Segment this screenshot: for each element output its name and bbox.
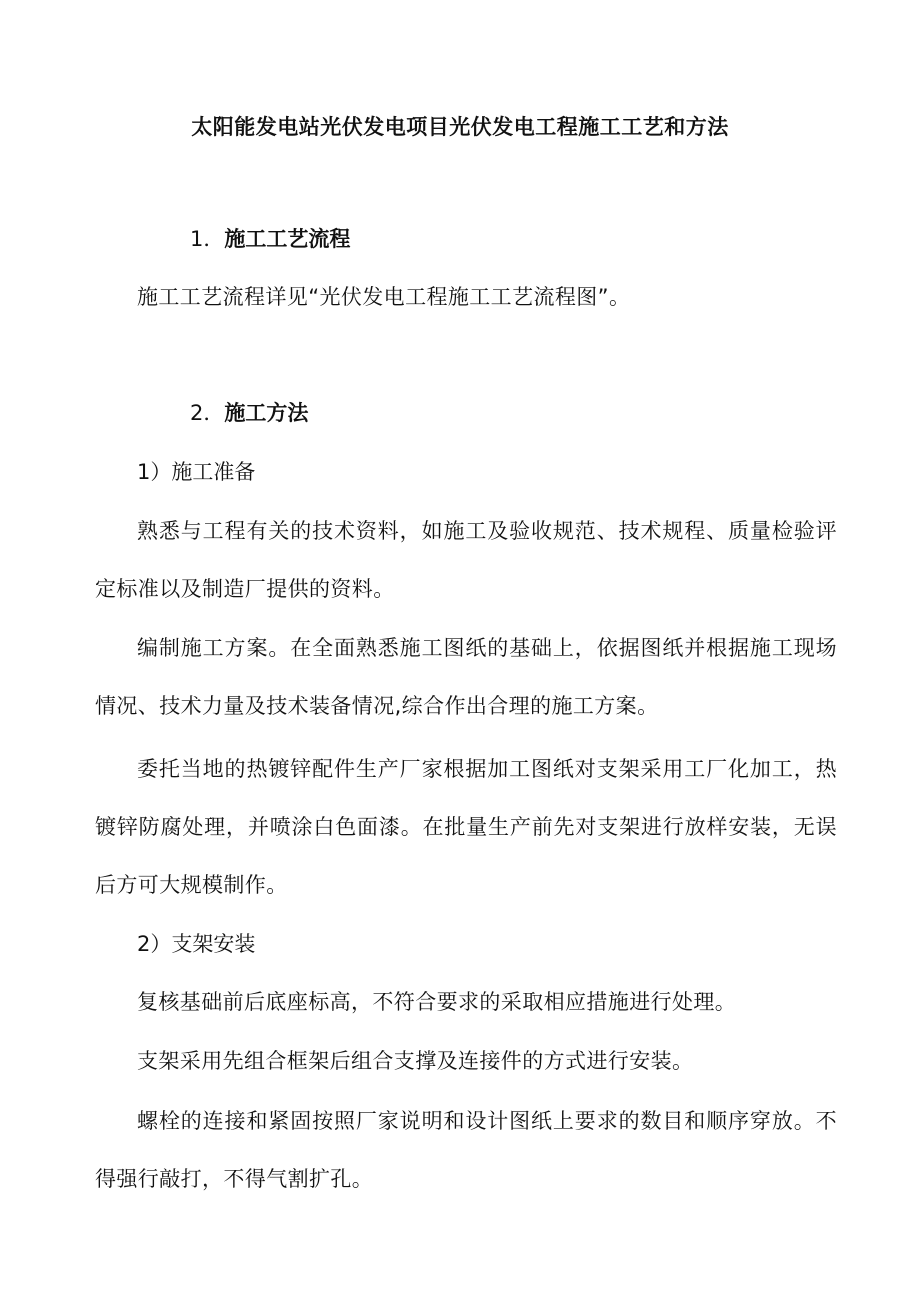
subsection-1-paragraph-2: 编制施工方案。在全面熟悉施工图纸的基础上，依据图纸并根据施工现场情况、技术力量及技术装备情况,综合作出合理的施工方案。 bbox=[95, 636, 837, 718]
subsection-1-paragraph-3: 委托当地的热镀锌配件生产厂家根据加工图纸对支架采用工厂化加工，热镀锌防腐处理，并喷涂白色面漆。在批量生产前先对支架进行放样安装，无误后方可大规模制作。 bbox=[95, 757, 837, 897]
section-2-heading bbox=[190, 398, 308, 428]
document-title: 太阳能发电站光伏发电项目光伏发电工程施工工艺和方法 bbox=[191, 115, 729, 139]
subsection-1-label: 1）施工准备 bbox=[137, 460, 256, 484]
section-1-number: 1． bbox=[190, 227, 225, 251]
section-1-paragraph-1: 施工工艺流程详见“光伏发电工程施工工艺流程图”。 bbox=[137, 285, 631, 309]
section-1-heading bbox=[190, 224, 350, 254]
subsection-2-paragraph-3: 螺栓的连接和紧固按照厂家说明和设计图纸上要求的数目和顺序穿放。不得强行敲打，不得气割扩孔。 bbox=[95, 1109, 837, 1191]
subsection-2-label: 2）支架安装 bbox=[137, 932, 256, 956]
subsection-2-paragraph-1: 复核基础前后底座标高，不符合要求的采取相应措施进行处理。 bbox=[137, 990, 737, 1014]
section-2-title: 施工方法 bbox=[224, 401, 309, 425]
section-2-number: 2． bbox=[190, 401, 225, 425]
subsection-2-paragraph-2: 支架采用先组合框架后组合支撑及连接件的方式进行安装。 bbox=[137, 1049, 694, 1073]
subsection-1-paragraph-1: 熟悉与工程有关的技术资料，如施工及验收规范、技术规程、质量检验评定标准以及制造厂提供的资料。 bbox=[95, 519, 837, 601]
section-1-title: 施工工艺流程 bbox=[224, 227, 351, 251]
